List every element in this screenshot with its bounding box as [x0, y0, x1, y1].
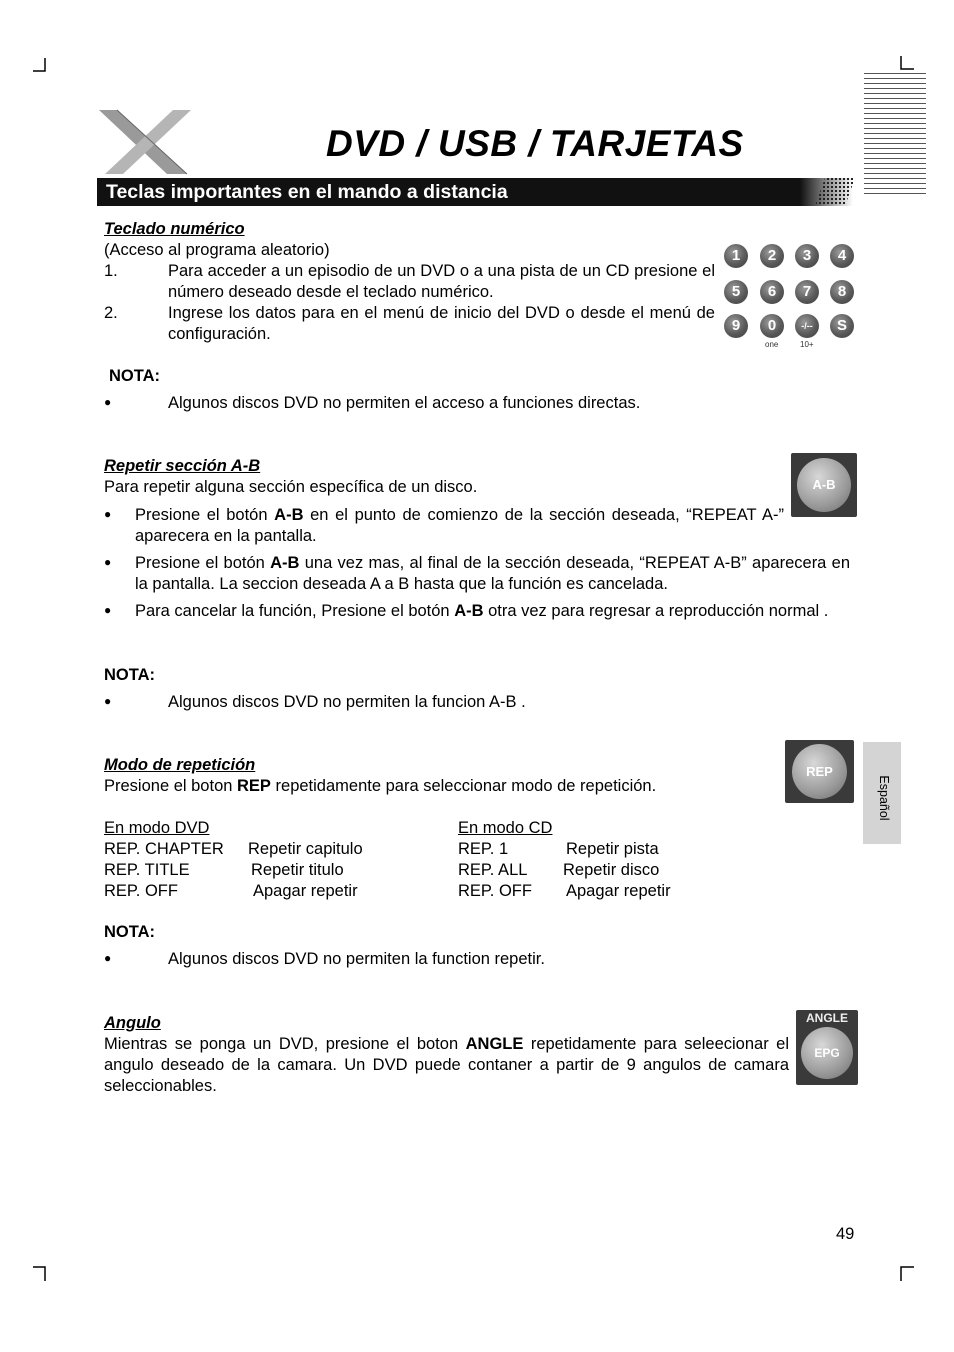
teclado-item-2-number: 2.	[104, 304, 118, 322]
rep-cd-key: REP. 1	[458, 840, 509, 858]
rep-cd-key: REP. ALL	[458, 861, 528, 879]
language-label: Español	[877, 775, 891, 821]
key-2-icon: 2	[760, 244, 784, 268]
rep-dvd-val: Repetir titulo	[251, 861, 344, 879]
rep-cd-header: En modo CD	[458, 819, 553, 837]
rep-dvd-key: REP. OFF	[104, 882, 178, 900]
rep-nota-text: Algunos discos DVD no permiten la function repetir.	[168, 950, 545, 968]
key-3-icon: 3	[795, 244, 819, 268]
teclado-item-1-text: Para acceder a un episodio de un DVD o a una pista de un CD presione el número deseado desde el teclado numérico.	[168, 262, 715, 301]
page-title: DVD / USB / TARJETAS	[326, 123, 744, 164]
teclado-nota-label: NOTA:	[109, 367, 161, 385]
rep-cd-val: Repetir disco	[563, 861, 660, 879]
teclado-item-1-number: 1.	[104, 262, 118, 280]
angulo-heading: Angulo	[104, 1014, 161, 1032]
rep-cd-key: REP. OFF	[458, 882, 532, 900]
rep-cd-val: Repetir pista	[566, 840, 659, 858]
section-title: Teclas importantes en el mando a distancia	[106, 181, 508, 203]
angulo-text: Mientras se ponga un DVD, presione el boton ANGLE repetidamente para seleecionar el angulo deseado de la camara. Un DVD puede contaner a partir de 9 angulos de camara seleccionables.	[104, 1035, 790, 1095]
crop-mark-bottom-left	[30, 1266, 46, 1282]
bullet-icon: ●	[104, 603, 112, 617]
numeric-keypad-image	[722, 242, 856, 354]
teclado-nota-text: Algunos discos DVD no permiten el acceso a funciones directas.	[168, 394, 641, 412]
rep-dvd-val: Repetir capitulo	[248, 840, 363, 858]
key-5-icon: 5	[724, 280, 748, 304]
rep-button-icon: REP	[792, 744, 847, 799]
crop-mark-top-right	[900, 56, 916, 72]
page-number: 49	[836, 1225, 855, 1243]
key-8-icon: 8	[830, 280, 854, 304]
rep-heading: Modo de repetición	[104, 756, 256, 774]
bullet-icon: ●	[104, 694, 112, 708]
rep-nota-label: NOTA:	[104, 923, 156, 941]
rep-dvd-key: REP. CHAPTER	[104, 840, 224, 858]
key-dash-icon: -/--	[795, 314, 819, 338]
teclado-item-2-text: Ingrese los datos para en el menú de inicio del DVD o desde el menú de configuración.	[168, 304, 715, 343]
key-7-icon: 7	[795, 280, 819, 304]
key-9-icon: 9	[724, 314, 748, 338]
language-side-tab	[863, 742, 901, 844]
decorative-stripes	[864, 73, 926, 198]
key-6-icon: 6	[760, 280, 784, 304]
rep-dvd-header: En modo DVD	[104, 819, 210, 837]
key-label-one: one	[765, 340, 779, 349]
brand-x-logo	[95, 108, 195, 176]
ab-bullet-2: Presione el botón A-B una vez mas, al final de la sección deseada, “REPEAT A-B” aparecera en la pantalla. La seccion deseada A a B hasta que la función es cancelada.	[135, 554, 850, 593]
ab-nota-label: NOTA:	[104, 666, 156, 684]
rep-intro: Presione el boton REP repetidamente para seleccionar modo de repetición.	[104, 777, 657, 795]
rep-dvd-val: Apagar repetir	[253, 882, 358, 900]
rep-cd-val: Apagar repetir	[566, 882, 671, 900]
ab-heading: Repetir sección A-B	[104, 457, 261, 475]
ab-button-icon: A-B	[797, 458, 851, 512]
rep-button-image	[785, 740, 854, 803]
rep-dvd-key: REP. TITLE	[104, 861, 190, 879]
bullet-icon: ●	[104, 507, 112, 521]
key-1-icon: 1	[724, 244, 748, 268]
section-bar-dots	[815, 178, 855, 206]
teclado-intro: (Acceso al programa aleatorio)	[104, 241, 330, 259]
ab-nota-text: Algunos discos DVD no permiten la funcion A-B .	[168, 693, 526, 711]
ab-button-image	[791, 453, 857, 517]
teclado-heading: Teclado numérico	[104, 220, 245, 238]
angle-button-image	[796, 1010, 858, 1085]
section-header-bar	[97, 178, 853, 206]
angle-button-label: ANGLE	[806, 1011, 848, 1025]
crop-mark-top-left	[30, 58, 46, 74]
key-label-ten-plus: 10+	[800, 340, 814, 349]
epg-button-icon: EPG	[801, 1027, 853, 1079]
ab-bullet-1: Presione el botón A-B en el punto de comienzo de la sección deseada, “REPEAT A-” aparecera en la pantalla.	[135, 506, 784, 545]
bullet-icon: ●	[104, 555, 112, 569]
bullet-icon: ●	[104, 951, 112, 965]
crop-mark-bottom-right	[900, 1266, 916, 1282]
key-0-icon: 0	[760, 314, 784, 338]
key-4-icon: 4	[830, 244, 854, 268]
bullet-icon: ●	[104, 395, 112, 409]
key-s-icon: S	[830, 314, 854, 338]
ab-intro: Para repetir alguna sección específica de un disco.	[104, 478, 478, 496]
ab-bullet-3: Para cancelar la función, Presione el botón A-B otra vez para regresar a reproducción normal .	[135, 602, 829, 620]
